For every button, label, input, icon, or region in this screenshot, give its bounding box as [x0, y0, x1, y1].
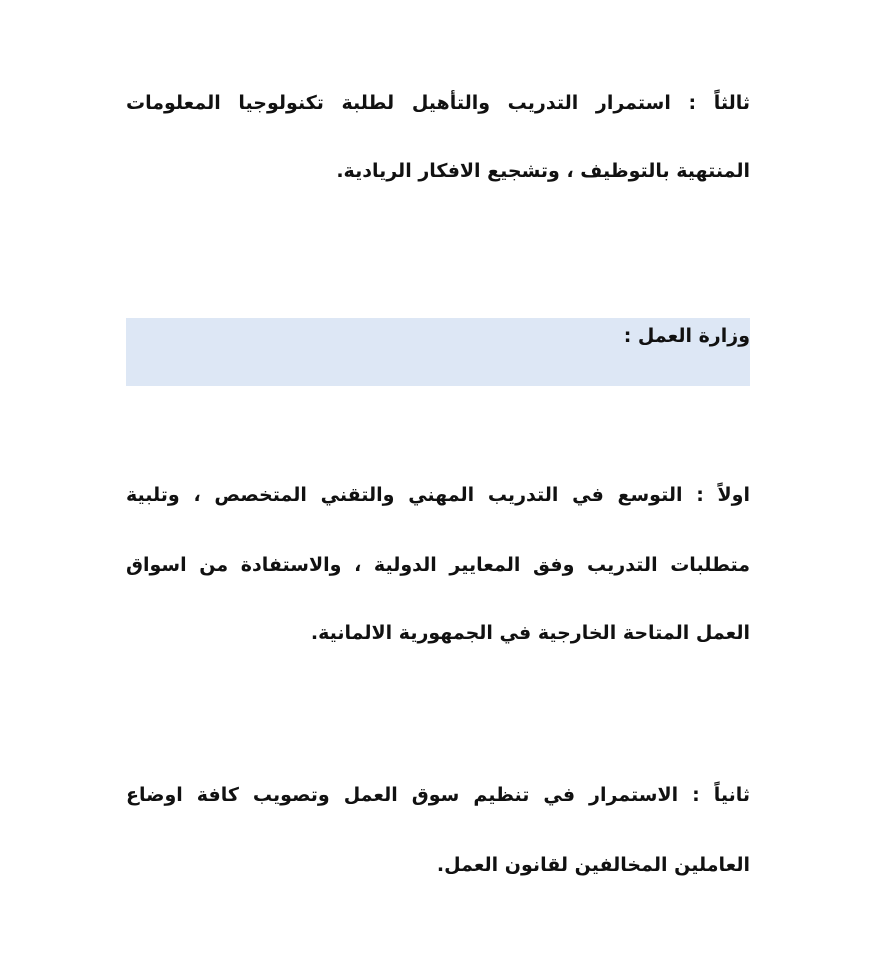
paragraph-second-item [126, 782, 750, 892]
paragraph-line: العاملين المخالفين لقانون العمل. [436, 854, 750, 876]
paragraph-line: المنتهية بالتوظيف ، وتشجيع الافكار الريادية. [336, 160, 750, 182]
paragraph-line: ثالثاً : استمرار التدريب والتأهيل لطلبة تكنولوجيا المعلومات [126, 92, 750, 114]
paragraph-line: اولاً : التوسع في التدريب المهني والتقني المتخصص ، وتلبية [126, 484, 750, 506]
ministry-heading-band [126, 318, 750, 386]
paragraph-line: متطلبات التدريب وفق المعايير الدولية ، والاستفادة من اسواق [126, 554, 750, 576]
ministry-heading: وزارة العمل : [623, 325, 750, 347]
paragraph-third-item [126, 90, 750, 200]
paragraph-first-item [126, 482, 750, 652]
paragraph-line: ثانياً : الاستمرار في تنظيم سوق العمل وتصويب كافة اوضاع [126, 784, 750, 806]
paragraph-line: العمل المتاحة الخارجية في الجمهورية الالمانية. [310, 622, 750, 644]
